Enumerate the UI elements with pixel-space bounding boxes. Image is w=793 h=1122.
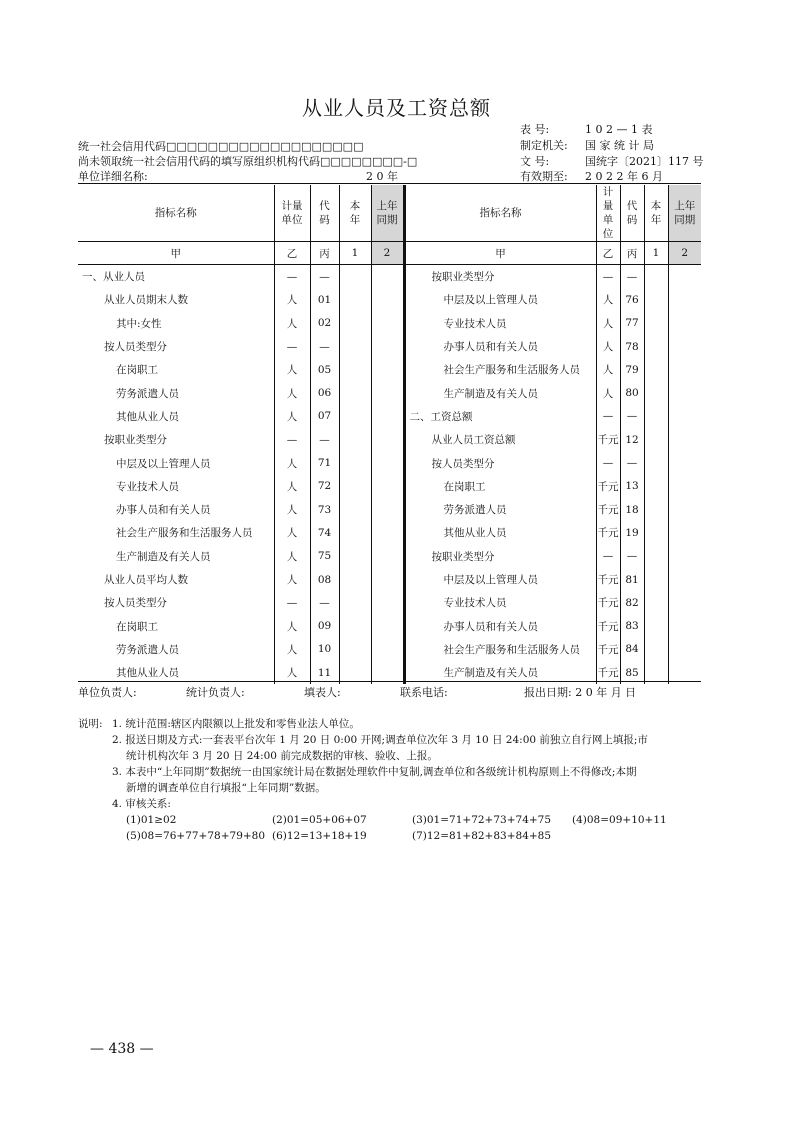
row-unit-right: — bbox=[596, 405, 620, 428]
table-row bbox=[78, 265, 701, 289]
row-current-left[interactable] bbox=[339, 358, 371, 381]
row-code-left: 02 bbox=[310, 312, 339, 335]
row-current-right[interactable] bbox=[644, 265, 668, 289]
table-row bbox=[78, 545, 701, 568]
authority-value: 国 家 统 计 局 bbox=[585, 139, 654, 152]
table-row bbox=[78, 451, 701, 474]
row-unit-right: 人 bbox=[596, 358, 620, 381]
table-row bbox=[78, 405, 701, 428]
rule-1: (1)01≥02 bbox=[126, 814, 177, 826]
row-name-right: 生产制造及有关人员 bbox=[404, 661, 596, 684]
row-current-right[interactable] bbox=[644, 614, 668, 637]
table-row bbox=[78, 521, 701, 544]
row-prev-right[interactable] bbox=[668, 614, 701, 637]
row-prev-left[interactable] bbox=[371, 498, 404, 521]
row-current-right[interactable] bbox=[644, 288, 668, 311]
row-prev-right[interactable] bbox=[668, 288, 701, 311]
note-3: 3. 本表中“上年同期”数据统一由国家统计局在数据处理软件中复制,调查单位和各级统计机构原则上不得修改;本期 bbox=[112, 766, 637, 778]
row-code-left: 08 bbox=[310, 568, 339, 591]
row-prev-left[interactable] bbox=[371, 288, 404, 311]
index-current-right: 1 bbox=[644, 242, 668, 265]
row-prev-left[interactable] bbox=[371, 614, 404, 637]
index-prev-right: 2 bbox=[668, 242, 701, 265]
row-current-right[interactable] bbox=[644, 545, 668, 568]
row-unit-left: 人 bbox=[274, 451, 310, 474]
row-current-right[interactable] bbox=[644, 451, 668, 474]
col-current-header: 本 年 bbox=[339, 185, 371, 242]
row-unit-right: 人 bbox=[596, 335, 620, 358]
row-prev-left[interactable] bbox=[371, 521, 404, 544]
row-prev-right[interactable] bbox=[668, 428, 701, 451]
rule-6: (6)12=13+18+19 bbox=[272, 830, 367, 842]
row-prev-right[interactable] bbox=[668, 498, 701, 521]
row-name-right: 按人员类型分 bbox=[404, 451, 596, 474]
row-code-left: 71 bbox=[310, 451, 339, 474]
index-code: 丙 bbox=[310, 242, 339, 265]
row-code-left: 01 bbox=[310, 288, 339, 311]
row-code-right: 83 bbox=[620, 614, 644, 637]
form-no-value: 1 0 2 — 1 表 bbox=[585, 123, 653, 136]
row-current-left[interactable] bbox=[339, 568, 371, 591]
index-unit: 乙 bbox=[274, 242, 310, 265]
row-prev-right[interactable] bbox=[668, 545, 701, 568]
row-code-left: 75 bbox=[310, 545, 339, 568]
row-unit-left: 人 bbox=[274, 545, 310, 568]
row-unit-right: 千元 bbox=[596, 614, 620, 637]
row-code-right: 84 bbox=[620, 638, 644, 661]
filler-label: 填表人: bbox=[304, 686, 341, 699]
table-row bbox=[78, 335, 701, 358]
row-prev-right[interactable] bbox=[668, 312, 701, 335]
authority-label: 制定机关: bbox=[520, 139, 568, 152]
row-code-right: 78 bbox=[620, 335, 644, 358]
col-name-header-right: 指标名称 bbox=[404, 185, 596, 242]
row-prev-right[interactable] bbox=[668, 381, 701, 404]
row-name-right: 专业技术人员 bbox=[404, 312, 596, 335]
rule-3: (3)01=71+72+73+74+75 bbox=[412, 814, 552, 826]
row-name-right: 劳务派遣人员 bbox=[404, 498, 596, 521]
row-unit-right: 千元 bbox=[596, 498, 620, 521]
table-row bbox=[78, 428, 701, 451]
row-unit-left: 人 bbox=[274, 614, 310, 637]
row-current-right[interactable] bbox=[644, 591, 668, 614]
row-code-right: 18 bbox=[620, 498, 644, 521]
page-number: — 438 — bbox=[90, 1041, 154, 1057]
row-unit-right: 千元 bbox=[596, 428, 620, 451]
row-unit-left: 人 bbox=[274, 405, 310, 428]
row-name-left: 按职业类型分 bbox=[104, 434, 167, 447]
index-name-right: 甲 bbox=[404, 242, 596, 265]
row-current-left[interactable] bbox=[339, 335, 371, 358]
table-row bbox=[78, 288, 701, 311]
row-current-left[interactable] bbox=[339, 475, 371, 498]
row-name-left: 社会生产服务和生活服务人员 bbox=[116, 527, 253, 540]
row-code-right: 79 bbox=[620, 358, 644, 381]
row-code-right: 12 bbox=[620, 428, 644, 451]
row-prev-left[interactable] bbox=[371, 545, 404, 568]
report-date-label: 报出日期: 2 0 年 月 日 bbox=[524, 686, 637, 699]
table-row bbox=[78, 475, 701, 498]
row-current-left[interactable] bbox=[339, 545, 371, 568]
index-current: 1 bbox=[339, 242, 371, 265]
table-row bbox=[78, 312, 701, 335]
row-current-left[interactable] bbox=[339, 381, 371, 404]
row-current-right[interactable] bbox=[644, 568, 668, 591]
row-code-right: — bbox=[620, 265, 644, 289]
row-name-right: 按职业类型分 bbox=[404, 545, 596, 568]
row-prev-left[interactable] bbox=[371, 475, 404, 498]
index-name: 甲 bbox=[78, 242, 274, 265]
rule-5: (5)08=76+77+78+79+80 bbox=[126, 830, 266, 842]
row-unit-left: 人 bbox=[274, 638, 310, 661]
credit-code-label: 统一社会信用代码□□□□□□□□□□□□□□□□□□□ bbox=[78, 140, 364, 153]
row-prev-right[interactable] bbox=[668, 451, 701, 474]
row-unit-left: — bbox=[274, 428, 310, 451]
index-prev: 2 bbox=[371, 242, 404, 265]
row-code-right: — bbox=[620, 405, 644, 428]
phone-label: 联系电话: bbox=[400, 686, 448, 699]
row-code-left: 74 bbox=[310, 521, 339, 544]
row-current-right[interactable] bbox=[644, 638, 668, 661]
stat-head-label: 统计负责人: bbox=[186, 686, 245, 699]
row-name-left: 劳务派遣人员 bbox=[116, 643, 179, 656]
row-unit-left: 人 bbox=[274, 498, 310, 521]
row-name-right: 其他从业人员 bbox=[404, 521, 596, 544]
org-code-label: 尚未领取统一社会信用代码的填写原组织机构代码□□□□□□□□-□ bbox=[78, 155, 418, 168]
row-code-right: — bbox=[620, 451, 644, 474]
row-name-right: 中层及以上管理人员 bbox=[404, 568, 596, 591]
col-code-header-right: 代 码 bbox=[620, 185, 644, 242]
index-unit-right: 乙 bbox=[596, 242, 620, 265]
row-name-left: 劳务派遣人员 bbox=[116, 387, 179, 400]
row-current-left[interactable] bbox=[339, 405, 371, 428]
table-row bbox=[78, 638, 701, 661]
form-no-label: 表 号: bbox=[520, 123, 550, 136]
row-code-left: — bbox=[310, 591, 339, 614]
note-2: 2. 报送日期及方式:一套表平台次年 1 月 20 日 0:00 开网;调查单位次年 3 月 10 日 24:00 前独立自行网上填报;市 bbox=[112, 734, 648, 746]
col-name-header: 指标名称 bbox=[78, 185, 274, 242]
row-name-right: 二、工资总额 bbox=[404, 405, 596, 428]
notes-prefix: 说明: bbox=[78, 718, 103, 730]
col-current-header-right: 本 年 bbox=[644, 185, 668, 242]
col-unit-header-right: 计 量 单 位 bbox=[596, 185, 620, 242]
row-name-left: 从业人员期末人数 bbox=[104, 294, 188, 307]
row-name-right: 中层及以上管理人员 bbox=[404, 288, 596, 311]
row-name-left: 其中:女性 bbox=[116, 317, 162, 330]
row-current-left[interactable] bbox=[339, 521, 371, 544]
row-name-left: 生产制造及有关人员 bbox=[116, 550, 211, 563]
row-current-left[interactable] bbox=[339, 614, 371, 637]
row-prev-left[interactable] bbox=[371, 451, 404, 474]
signature-row bbox=[78, 684, 701, 700]
row-name-left: 其他从业人员 bbox=[116, 410, 179, 423]
row-code-right: 81 bbox=[620, 568, 644, 591]
row-current-right[interactable] bbox=[644, 358, 668, 381]
row-unit-right: 千元 bbox=[596, 521, 620, 544]
row-name-right: 按职业类型分 bbox=[404, 265, 596, 289]
row-code-left: 11 bbox=[310, 661, 339, 684]
row-name-left: 中层及以上管理人员 bbox=[116, 457, 211, 470]
col-unit-header: 计量 单位 bbox=[274, 185, 310, 242]
row-unit-left: 人 bbox=[274, 358, 310, 381]
row-unit-right: 人 bbox=[596, 288, 620, 311]
row-current-right[interactable] bbox=[644, 381, 668, 404]
table-index-row bbox=[78, 242, 701, 265]
note-2-cont: 统计机构次年 3 月 20 日 24:00 前完成数据的审核、验收、上报。 bbox=[126, 750, 438, 762]
row-current-left[interactable] bbox=[339, 591, 371, 614]
row-code-left: — bbox=[310, 265, 339, 289]
row-unit-right: 千元 bbox=[596, 638, 620, 661]
index-code-right: 丙 bbox=[620, 242, 644, 265]
row-current-left[interactable] bbox=[339, 288, 371, 311]
row-code-right: — bbox=[620, 545, 644, 568]
row-code-right: 13 bbox=[620, 475, 644, 498]
row-code-left: — bbox=[310, 428, 339, 451]
row-unit-right: 人 bbox=[596, 381, 620, 404]
note-3-cont: 新增的调查单位自行填报“上年同期”数据。 bbox=[126, 782, 326, 794]
row-name-left: 按人员类型分 bbox=[104, 341, 167, 354]
row-code-left: 09 bbox=[310, 614, 339, 637]
page-title: 从业人员及工资总额 bbox=[302, 96, 491, 120]
row-prev-left[interactable] bbox=[371, 428, 404, 451]
row-name-left: 在岗职工 bbox=[116, 364, 158, 377]
valid-value: 2 0 2 2 年 6 月 bbox=[585, 170, 663, 183]
row-code-left: 05 bbox=[310, 358, 339, 381]
row-unit-left: 人 bbox=[274, 568, 310, 591]
row-prev-left[interactable] bbox=[371, 335, 404, 358]
row-unit-right: — bbox=[596, 265, 620, 289]
row-unit-left: 人 bbox=[274, 521, 310, 544]
row-unit-left: 人 bbox=[274, 475, 310, 498]
statistics-table bbox=[78, 185, 701, 684]
row-prev-left[interactable] bbox=[371, 312, 404, 335]
unit-name-label: 单位详细名称: bbox=[78, 170, 148, 183]
note-4: 4. 审核关系: bbox=[112, 798, 171, 810]
note-1: 1. 统计范围:辖区内限额以上批发和零售业法人单位。 bbox=[112, 718, 360, 730]
row-prev-right[interactable] bbox=[668, 265, 701, 289]
row-name-right: 办事人员和有关人员 bbox=[404, 614, 596, 637]
row-current-left[interactable] bbox=[339, 428, 371, 451]
row-unit-right: 千元 bbox=[596, 475, 620, 498]
row-prev-left[interactable] bbox=[371, 638, 404, 661]
row-code-left: 07 bbox=[310, 405, 339, 428]
row-code-right: 77 bbox=[620, 312, 644, 335]
row-name-right: 在岗职工 bbox=[404, 475, 596, 498]
row-prev-right[interactable] bbox=[668, 358, 701, 381]
row-code-left: 72 bbox=[310, 475, 339, 498]
table-bottom-rule bbox=[78, 681, 701, 682]
row-prev-right[interactable] bbox=[668, 591, 701, 614]
row-name-left: 从业人员平均人数 bbox=[104, 574, 188, 586]
row-current-left[interactable] bbox=[339, 638, 371, 661]
row-prev-right[interactable] bbox=[668, 475, 701, 498]
row-code-right: 85 bbox=[620, 661, 644, 684]
row-current-right[interactable] bbox=[644, 312, 668, 335]
row-unit-left: — bbox=[274, 591, 310, 614]
row-prev-right[interactable] bbox=[668, 638, 701, 661]
table-row bbox=[78, 381, 701, 404]
row-code-right: 82 bbox=[620, 591, 644, 614]
row-unit-left: 人 bbox=[274, 288, 310, 311]
row-code-right: 80 bbox=[620, 381, 644, 404]
col-code-header: 代 码 bbox=[310, 185, 339, 242]
row-unit-left: 人 bbox=[274, 381, 310, 404]
row-name-left: 在岗职工 bbox=[116, 620, 158, 633]
row-unit-left: — bbox=[274, 265, 310, 289]
row-code-right: 76 bbox=[620, 288, 644, 311]
row-unit-right: — bbox=[596, 451, 620, 474]
table-row bbox=[78, 614, 701, 637]
row-unit-left: — bbox=[274, 335, 310, 358]
row-current-right[interactable] bbox=[644, 428, 668, 451]
row-current-right[interactable] bbox=[644, 521, 668, 544]
row-name-right: 办事人员和有关人员 bbox=[404, 335, 596, 358]
row-prev-left[interactable] bbox=[371, 568, 404, 591]
row-current-right[interactable] bbox=[644, 335, 668, 358]
doc-no-label: 文 号: bbox=[520, 155, 550, 168]
rule-7: (7)12=81+82+83+84+85 bbox=[412, 830, 552, 842]
unit-head-label: 单位负责人: bbox=[78, 686, 137, 699]
row-prev-left[interactable] bbox=[371, 358, 404, 381]
row-current-right[interactable] bbox=[644, 498, 668, 521]
valid-label: 有效期至: bbox=[520, 170, 568, 183]
row-prev-right[interactable] bbox=[668, 405, 701, 428]
col-prev-header: 上年 同期 bbox=[371, 185, 404, 242]
row-name-left: 专业技术人员 bbox=[116, 480, 179, 493]
row-unit-right: 人 bbox=[596, 312, 620, 335]
row-current-left[interactable] bbox=[339, 265, 371, 289]
row-prev-right[interactable] bbox=[668, 521, 701, 544]
row-current-left[interactable] bbox=[339, 498, 371, 521]
row-current-left[interactable] bbox=[339, 451, 371, 474]
notes-section bbox=[78, 716, 708, 844]
row-name-right: 专业技术人员 bbox=[404, 591, 596, 614]
year-label: 2 0 年 bbox=[366, 170, 398, 183]
row-name-left: 按人员类型分 bbox=[104, 597, 167, 610]
row-name-right: 生产制造及有关人员 bbox=[404, 381, 596, 404]
row-name-left: 办事人员和有关人员 bbox=[116, 504, 211, 517]
row-unit-right: — bbox=[596, 545, 620, 568]
row-name-left: 一、从业人员 bbox=[82, 271, 145, 284]
row-code-left: — bbox=[310, 335, 339, 358]
row-code-left: 73 bbox=[310, 498, 339, 521]
row-unit-left: 人 bbox=[274, 312, 310, 335]
row-current-right[interactable] bbox=[644, 405, 668, 428]
row-unit-right: 千元 bbox=[596, 568, 620, 591]
row-unit-right: 千元 bbox=[596, 661, 620, 684]
table-row bbox=[78, 591, 701, 614]
table-row bbox=[78, 498, 701, 521]
row-name-left: 其他从业人员 bbox=[116, 667, 179, 680]
row-prev-left[interactable] bbox=[371, 405, 404, 428]
row-prev-left[interactable] bbox=[371, 381, 404, 404]
row-unit-right: 千元 bbox=[596, 591, 620, 614]
row-code-right: 19 bbox=[620, 521, 644, 544]
row-prev-right[interactable] bbox=[668, 568, 701, 591]
table-row bbox=[78, 568, 701, 591]
rule-4: (4)08=09+10+11 bbox=[572, 814, 667, 826]
row-code-left: 06 bbox=[310, 381, 339, 404]
row-name-right: 社会生产服务和生活服务人员 bbox=[404, 638, 596, 661]
rule-2: (2)01=05+06+07 bbox=[272, 814, 367, 826]
row-current-right[interactable] bbox=[644, 475, 668, 498]
table-row bbox=[78, 358, 701, 381]
doc-no-value: 国统字〔2021〕117 号 bbox=[585, 155, 704, 168]
row-code-left: 10 bbox=[310, 638, 339, 661]
row-name-right: 社会生产服务和生活服务人员 bbox=[404, 358, 596, 381]
table-top-rule bbox=[78, 183, 701, 184]
col-prev-header-right: 上年 同期 bbox=[668, 185, 701, 242]
table-header-row bbox=[78, 185, 701, 242]
row-name-right: 从业人员工资总额 bbox=[404, 428, 596, 451]
row-prev-left[interactable] bbox=[371, 591, 404, 614]
row-current-left[interactable] bbox=[339, 312, 371, 335]
row-prev-left[interactable] bbox=[371, 265, 404, 289]
row-prev-right[interactable] bbox=[668, 335, 701, 358]
row-unit-left: 人 bbox=[274, 661, 310, 684]
